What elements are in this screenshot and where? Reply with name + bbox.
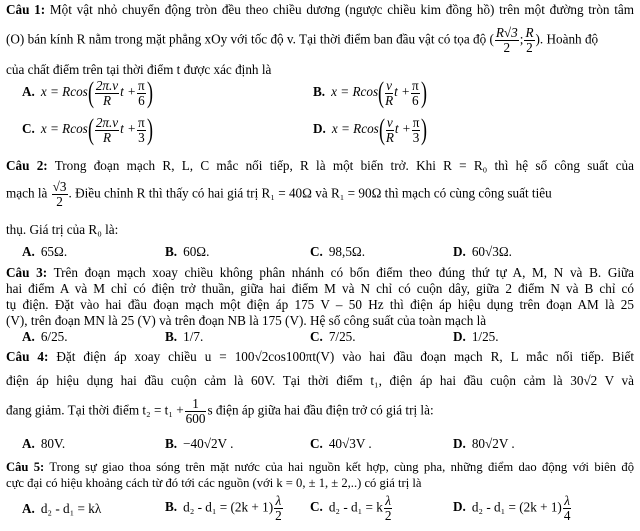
q2-line2 (6, 180, 634, 209)
q1-option-b-anum: v (386, 77, 393, 93)
q3-option-c-text: 7/25. (328, 329, 356, 344)
q5-text1: Trong sự giao thoa sóng trên mặt nước của hai nguồn kết hợp, cùng pha, những điểm dao động với biên độ (49, 460, 634, 474)
q4-label: Câu 4: (6, 349, 49, 364)
q2-line3 (6, 222, 634, 237)
q1-option-a-mid: t + (120, 84, 137, 100)
q1-option-b-aden: R (385, 92, 394, 108)
q1-coord-sep: ; (519, 31, 524, 47)
q4-text1: Đặt điện áp xoay chiều u = 100√2cos100πt(V) vào hai đầu đoạn mạch R, L mắc nối tiếp. Biết (56, 349, 634, 364)
q1-option-d-mid: t + (394, 121, 411, 137)
q5-option-c-num: λ (385, 493, 391, 508)
q2-option-a[interactable] (22, 244, 67, 259)
q4-option-c-key: C. (310, 436, 323, 451)
q4-option-a[interactable] (22, 436, 65, 451)
q5-label: Câu 5: (6, 460, 45, 474)
q1-option-d-aden: R (385, 129, 394, 145)
q4-option-d[interactable] (453, 436, 515, 451)
q3-option-c-key: C. (310, 329, 323, 344)
q1-option-a[interactable]: A. x = Rcos( $\frac{2\pi.v}{R}t$ + $\frac{\pi}{6}$ ) (22, 76, 153, 109)
q2-option-c[interactable] (310, 244, 365, 259)
q2-text1: Trong đoạn mạch R, L, C mắc nối tiếp, R là một biến trở. Khi R = R₀ thì hệ số công suất của (54, 158, 635, 173)
q3-line2 (6, 281, 634, 296)
q5-option-c-prefix: d₂ - d₁ = k (328, 499, 383, 515)
q1-option-c-bden: 3 (138, 129, 145, 145)
q5-option-b[interactable] (165, 494, 284, 523)
q2-text2b: . Điều chỉnh R thì thấy có hai giá trị R₁ = 40Ω và R₁ = 90Ω thì mạch có cùng công suất tiêu (68, 185, 552, 201)
q2-option-a-key: A. (22, 244, 35, 259)
q5-option-d-key: D. (453, 499, 466, 515)
q1-coord-y-den: 2 (526, 39, 533, 55)
q2-option-b-text: 60Ω. (183, 244, 210, 259)
q5-option-d-num: λ (564, 493, 570, 508)
q5-option-b-key: B. (165, 499, 178, 515)
q4-option-a-key: A. (22, 436, 35, 451)
q3-text4: (V), trên đoạn MN là 25 (V) và trên đoạn NB là 175 (V). Hệ số công suất của toàn mạch là (6, 313, 487, 328)
q3-text3: tụ điện. Đặt vào hai đầu đoạn mạch một điện áp 175 V – 50 Hz thì điện áp hiệu dụng trên đoạn AM là 25 (6, 297, 634, 312)
q2-text2a: mạch là (6, 185, 48, 201)
q1-option-d-prefix: x = Rcos (331, 121, 379, 137)
q2-text3: thụ. Giá trị của R₀ là: (6, 222, 119, 237)
q3-text1: Trên đoạn mạch xoay chiều không phân nhánh có bốn điểm theo đúng thứ tự A, M, N và B. Giữa (53, 265, 635, 280)
q3-option-a[interactable] (22, 329, 68, 344)
q3-line3 (6, 297, 634, 312)
q5-option-d-prefix: d₂ - d₁ = (2k + 1) (471, 499, 562, 515)
q5-option-a[interactable] (22, 501, 101, 516)
q5-option-c-key: C. (310, 499, 323, 515)
q1-option-b-bden: 6 (412, 92, 419, 108)
q2-option-b[interactable] (165, 244, 209, 259)
q4-option-c-text: 40√3V . (328, 436, 372, 451)
q1-coord-y (524, 26, 534, 55)
q2-option-a-text: 65Ω. (40, 244, 68, 259)
q1-text1: Một vật nhỏ chuyển động tròn đều theo chiều dương (ngược chiều kim đồng hồ) trên một đường tròn tâm (49, 2, 635, 17)
q5-option-c[interactable] (310, 494, 393, 523)
q2-option-b-key: B. (165, 244, 178, 259)
q3-option-d-text: 1/25. (471, 329, 499, 344)
q1-text3: của chất điểm trên tại thời điểm t được xác định là (6, 62, 272, 77)
q5-line1 (6, 460, 634, 474)
q5-option-c-den: 2 (384, 507, 392, 523)
q5-text2: cực đại có hiệu khoảng cách từ đó tới các nguồn (với k = 0, ± 1, ± 2,..) có giá trị là (6, 476, 422, 490)
q1-option-b-prefix: x = Rcos (331, 84, 379, 100)
q1-option-c-prefix: x = Rcos (40, 121, 88, 137)
q3-option-c[interactable] (310, 329, 356, 344)
q4-option-b-key: B. (165, 436, 178, 451)
q1-option-a-aden: R (102, 92, 112, 108)
q4-option-b-text: −40√2V . (183, 436, 234, 451)
q2-label: Câu 2: (6, 158, 48, 173)
q3-text2: hai điểm A và M chỉ có điện trở thuần, giữa hai điểm M và N chỉ có cuộn dây, giữa 2 điểm N và B chỉ có (6, 281, 634, 296)
q1-option-a-key: A. (22, 84, 35, 100)
q3-label: Câu 3: (6, 265, 48, 280)
q1-option-d-bden: 3 (412, 129, 420, 145)
q4-option-a-text: 80V. (40, 436, 66, 451)
q2-option-d[interactable] (453, 244, 512, 259)
q1-option-c-aden: R (102, 129, 112, 145)
q3-option-b-key: B. (165, 329, 178, 344)
q5-option-d-den: 4 (563, 507, 571, 523)
q1-option-a-bden: 6 (138, 92, 145, 108)
q3-line1 (6, 265, 634, 280)
q1-option-d-anum: v (386, 114, 393, 130)
q2-option-c-text: 98,5Ω. (328, 244, 366, 259)
q1-coord-x-den: 2 (503, 39, 511, 55)
q1-option-a-bnum: π (138, 77, 145, 93)
q1-option-c-anum: 2π.v (95, 114, 119, 130)
q1-option-a-prefix: x = Rcos (40, 84, 88, 100)
q4-frac-num: 1 (185, 397, 207, 412)
q1-option-d[interactable]: D. x = Rcos( $\frac{v}{R}t$ + $\frac{\pi}{3}$ ) (313, 113, 428, 146)
q1-option-d-bnum: π (412, 114, 420, 130)
q4-option-c[interactable] (310, 436, 372, 451)
q4-text3a: đang giảm. Tại thời điểm t₂ = t₁ + (6, 402, 184, 418)
q1-text2b: ). Hoành độ (535, 31, 599, 47)
q1-option-b-mid: t + (394, 84, 411, 100)
q1-option-d-key: D. (313, 121, 326, 137)
q2-frac (52, 180, 68, 209)
q1-option-b[interactable]: B. x = Rcos( $\frac{v}{R}t$ + $\frac{\pi}{6}$ ) (313, 76, 427, 109)
q5-option-b-prefix: d₂ - d₁ = (2k + 1) (183, 499, 274, 515)
q1-line3 (6, 62, 634, 77)
q3-option-a-key: A. (22, 329, 35, 344)
q4-option-d-key: D. (453, 436, 466, 451)
q5-option-b-num: λ (275, 493, 282, 508)
q1-option-c-key: C. (22, 121, 35, 137)
q4-line2 (6, 373, 634, 388)
q3-option-d-key: D. (453, 329, 466, 344)
q1-coord-x (495, 26, 519, 55)
q1-line2 (6, 26, 634, 55)
q5-option-b-den: 2 (275, 507, 282, 523)
q3-option-d[interactable] (453, 329, 499, 344)
q3-option-a-text: 6/25. (40, 329, 68, 344)
q1-text2a: (O) bán kính R nằm trong mặt phẳng xOy với tốc độ v. Tại thời điểm ban đầu vật có tọa độ ( (6, 31, 494, 47)
q5-option-a-key: A. (22, 501, 35, 516)
q2-line1 (6, 158, 634, 173)
q4-frac (185, 397, 207, 426)
q3-option-b[interactable] (165, 329, 203, 344)
q3-option-b-text: 1/7. (183, 329, 204, 344)
q1-option-a-anum: 2π.v (95, 77, 119, 93)
q2-option-d-text: 60√3Ω. (471, 244, 512, 259)
q2-option-c-key: C. (310, 244, 323, 259)
q4-option-b[interactable] (165, 436, 233, 451)
q1-coord-x-num: R√3 (495, 25, 518, 40)
q4-text2: điện áp hiệu dụng hai đầu cuộn cảm là 60V. Tại thời điểm t₁, điện áp hai đầu cuộn cảm là 30√2 V và (6, 373, 634, 388)
q4-text3b: s điện áp giữa hai đầu điện trở có giá trị là: (207, 402, 434, 418)
q1-option-c-mid: t + (120, 121, 137, 137)
q1-option-b-key: B. (313, 84, 326, 100)
q2-option-d-key: D. (453, 244, 466, 259)
q1-line1 (6, 2, 634, 17)
q5-option-a-text: d₂ - d₁ = kλ (40, 501, 102, 516)
q4-line3 (6, 397, 634, 426)
q1-option-c-bnum: π (138, 114, 145, 130)
q1-label: Câu 1: (6, 2, 46, 17)
q4-option-d-text: 80√2V . (471, 436, 515, 451)
q1-option-c[interactable]: C. x = Rcos( $\frac{2\pi.v}{R}t$ + $\frac{\pi}{3}$ ) (22, 113, 153, 146)
q1-coord-y-num: R (525, 25, 534, 40)
q3-line4 (6, 313, 634, 328)
q5-option-d[interactable] (453, 494, 572, 523)
q5-line2 (6, 476, 634, 490)
q2-frac-den: 2 (56, 193, 63, 209)
q1-option-b-bnum: π (412, 77, 419, 93)
q2-frac-num: √3 (52, 179, 67, 194)
q4-line1 (6, 349, 634, 364)
q4-frac-den: 600 (185, 410, 206, 426)
